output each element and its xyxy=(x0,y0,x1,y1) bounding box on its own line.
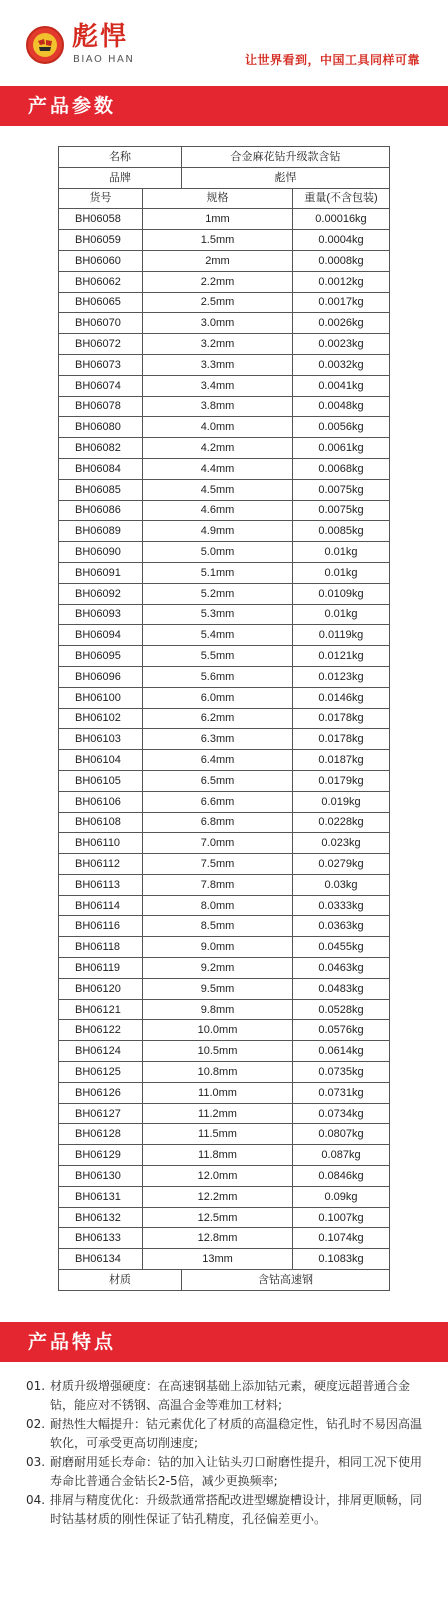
table-row xyxy=(59,1020,390,1041)
table-row xyxy=(59,916,390,937)
table-row xyxy=(59,1166,390,1187)
cell-spec: 6.3mm xyxy=(143,729,293,750)
cell-weight: 0.1074kg xyxy=(293,1228,390,1249)
brand-label: 品牌 xyxy=(59,167,182,188)
cell-spec: 11.5mm xyxy=(143,1124,293,1145)
cell-code: BH06126 xyxy=(59,1082,143,1103)
cell-weight: 0.0187kg xyxy=(293,750,390,771)
table-row xyxy=(59,854,390,875)
cell-code: BH06080 xyxy=(59,417,143,438)
cell-code: BH06078 xyxy=(59,396,143,417)
table-row xyxy=(59,750,390,771)
table-row xyxy=(59,999,390,1020)
cell-code: BH06090 xyxy=(59,542,143,563)
brand-name-cn: 彪悍 xyxy=(72,22,129,52)
cell-weight: 0.0026kg xyxy=(293,313,390,334)
cell-spec: 12.0mm xyxy=(143,1166,293,1187)
cell-code: BH06092 xyxy=(59,583,143,604)
brand-logo-icon xyxy=(26,26,64,64)
cell-spec: 10.0mm xyxy=(143,1020,293,1041)
cell-weight: 0.0178kg xyxy=(293,729,390,750)
feature-number: 02. xyxy=(26,1417,46,1431)
cell-spec: 9.0mm xyxy=(143,937,293,958)
feature-number: 04. xyxy=(26,1493,46,1507)
table-row xyxy=(59,978,390,999)
name-value: 合金麻花钻升级款含钻 xyxy=(182,147,390,168)
cell-weight: 0.03kg xyxy=(293,874,390,895)
cell-spec: 6.6mm xyxy=(143,791,293,812)
cell-code: BH06120 xyxy=(59,978,143,999)
table-row xyxy=(59,729,390,750)
table-row xyxy=(59,1082,390,1103)
features-section-title: 产品特点 xyxy=(28,1331,117,1353)
cell-weight: 0.0032kg xyxy=(293,354,390,375)
cell-weight: 0.0075kg xyxy=(293,500,390,521)
params-section-title: 产品参数 xyxy=(28,95,117,117)
cell-code: BH06122 xyxy=(59,1020,143,1041)
cell-spec: 4.6mm xyxy=(143,500,293,521)
cell-code: BH06070 xyxy=(59,313,143,334)
cell-weight: 0.0119kg xyxy=(293,625,390,646)
cell-code: BH06093 xyxy=(59,604,143,625)
table-row xyxy=(59,708,390,729)
feature-item xyxy=(26,1453,426,1491)
cell-spec: 9.2mm xyxy=(143,958,293,979)
cell-weight: 0.0056kg xyxy=(293,417,390,438)
feature-number: 01. xyxy=(26,1379,46,1393)
cell-weight: 0.01kg xyxy=(293,542,390,563)
table-row-material xyxy=(59,1270,390,1291)
cell-code: BH06082 xyxy=(59,438,143,459)
table-row xyxy=(59,687,390,708)
table-row xyxy=(59,958,390,979)
cell-weight: 0.0023kg xyxy=(293,334,390,355)
table-row xyxy=(59,625,390,646)
cell-spec: 6.4mm xyxy=(143,750,293,771)
cell-code: BH06100 xyxy=(59,687,143,708)
cell-spec: 7.8mm xyxy=(143,874,293,895)
feature-text: 排屑与精度优化：升级款通常搭配改进型螺旋槽设计，排屑更顺畅，同时钴基材质的刚性保证了钻孔精度，孔径偏差更小。 xyxy=(50,1493,423,1526)
cell-code: BH06065 xyxy=(59,292,143,313)
cell-spec: 11.8mm xyxy=(143,1145,293,1166)
table-row xyxy=(59,230,390,251)
table-row xyxy=(59,666,390,687)
table-row xyxy=(59,1103,390,1124)
material-label: 材质 xyxy=(59,1270,182,1291)
params-section-bar xyxy=(0,86,448,126)
features-section-bar xyxy=(0,1322,448,1362)
table-row xyxy=(59,1207,390,1228)
cell-spec: 9.8mm xyxy=(143,999,293,1020)
cell-code: BH06116 xyxy=(59,916,143,937)
cell-spec: 3.2mm xyxy=(143,334,293,355)
cell-weight: 0.1007kg xyxy=(293,1207,390,1228)
table-row xyxy=(59,354,390,375)
feature-item xyxy=(26,1415,426,1453)
cell-code: BH06113 xyxy=(59,874,143,895)
cell-weight: 0.0146kg xyxy=(293,687,390,708)
cell-code: BH06106 xyxy=(59,791,143,812)
cell-code: BH06074 xyxy=(59,375,143,396)
table-row-brand xyxy=(59,167,390,188)
logo-emblem xyxy=(33,33,57,57)
table-row xyxy=(59,1145,390,1166)
table-row xyxy=(59,292,390,313)
table-row xyxy=(59,458,390,479)
cell-weight: 0.0528kg xyxy=(293,999,390,1020)
table-row xyxy=(59,1062,390,1083)
cell-spec: 6.0mm xyxy=(143,687,293,708)
cell-spec: 5.3mm xyxy=(143,604,293,625)
cell-spec: 4.9mm xyxy=(143,521,293,542)
table-row xyxy=(59,375,390,396)
cell-spec: 9.5mm xyxy=(143,978,293,999)
cell-code: BH06118 xyxy=(59,937,143,958)
table-row xyxy=(59,583,390,604)
cell-weight: 0.0735kg xyxy=(293,1062,390,1083)
cell-weight: 0.0178kg xyxy=(293,708,390,729)
table-row xyxy=(59,1186,390,1207)
table-row xyxy=(59,271,390,292)
cell-weight: 0.0068kg xyxy=(293,458,390,479)
cell-spec: 3.3mm xyxy=(143,354,293,375)
cell-weight: 0.0123kg xyxy=(293,666,390,687)
cell-spec: 12.2mm xyxy=(143,1186,293,1207)
table-row xyxy=(59,646,390,667)
cell-spec: 5.1mm xyxy=(143,562,293,583)
cell-spec: 3.4mm xyxy=(143,375,293,396)
cell-weight: 0.023kg xyxy=(293,833,390,854)
cell-weight: 0.0075kg xyxy=(293,479,390,500)
cell-code: BH06119 xyxy=(59,958,143,979)
cell-weight: 0.0004kg xyxy=(293,230,390,251)
cell-weight: 0.1083kg xyxy=(293,1249,390,1270)
cell-spec: 8.0mm xyxy=(143,895,293,916)
cell-code: BH06104 xyxy=(59,750,143,771)
cell-spec: 5.5mm xyxy=(143,646,293,667)
cell-weight: 0.0734kg xyxy=(293,1103,390,1124)
brand-slogan: 让世界看到，中国工具同样可靠 xyxy=(244,53,420,67)
table-header-row xyxy=(59,188,390,209)
cell-spec: 4.4mm xyxy=(143,458,293,479)
cell-code: BH06086 xyxy=(59,500,143,521)
cell-spec: 5.4mm xyxy=(143,625,293,646)
table-row xyxy=(59,1249,390,1270)
table-row xyxy=(59,542,390,563)
table-row xyxy=(59,417,390,438)
cell-code: BH06105 xyxy=(59,770,143,791)
cell-weight: 0.0017kg xyxy=(293,292,390,313)
cell-spec: 5.0mm xyxy=(143,542,293,563)
cell-code: BH06134 xyxy=(59,1249,143,1270)
material-value: 含钴高速钢 xyxy=(182,1270,390,1291)
cell-weight: 0.0179kg xyxy=(293,770,390,791)
table-row xyxy=(59,562,390,583)
col-header-weight: 重量(不含包装) xyxy=(293,188,390,209)
feature-number: 03. xyxy=(26,1455,46,1469)
feature-item xyxy=(26,1377,426,1415)
feature-item xyxy=(26,1491,426,1529)
cell-spec: 10.8mm xyxy=(143,1062,293,1083)
cell-code: BH06132 xyxy=(59,1207,143,1228)
cell-code: BH06102 xyxy=(59,708,143,729)
feature-text: 耐热性大幅提升：钴元素优化了材质的高温稳定性，钻孔时不易因高温软化，可承受更高切削速度; xyxy=(50,1417,423,1450)
cell-spec: 7.5mm xyxy=(143,854,293,875)
cell-code: BH06124 xyxy=(59,1041,143,1062)
cell-weight: 0.0731kg xyxy=(293,1082,390,1103)
cell-weight: 0.0807kg xyxy=(293,1124,390,1145)
cell-spec: 3.8mm xyxy=(143,396,293,417)
cell-weight: 0.0483kg xyxy=(293,978,390,999)
cell-code: BH06130 xyxy=(59,1166,143,1187)
table-row xyxy=(59,500,390,521)
col-header-code: 货号 xyxy=(59,188,143,209)
cell-code: BH06095 xyxy=(59,646,143,667)
cell-weight: 0.0333kg xyxy=(293,895,390,916)
cell-spec: 6.5mm xyxy=(143,770,293,791)
table-row xyxy=(59,521,390,542)
logo-glyph-icon xyxy=(36,37,54,53)
table-row xyxy=(59,833,390,854)
cell-spec: 2.5mm xyxy=(143,292,293,313)
cell-weight: 0.0614kg xyxy=(293,1041,390,1062)
cell-weight: 0.01kg xyxy=(293,604,390,625)
cell-weight: 0.0041kg xyxy=(293,375,390,396)
cell-spec: 2mm xyxy=(143,250,293,271)
cell-weight: 0.01kg xyxy=(293,562,390,583)
cell-code: BH06058 xyxy=(59,209,143,230)
cell-weight: 0.00016kg xyxy=(293,209,390,230)
cell-spec: 12.8mm xyxy=(143,1228,293,1249)
col-header-spec: 规格 xyxy=(143,188,293,209)
spec-table xyxy=(58,146,390,1291)
feature-text: 材质升级增强硬度：在高速钢基础上添加钴元素，硬度远超普通合金钻，能应对不锈钢、高温合金等难加工材料; xyxy=(50,1379,411,1412)
cell-weight: 0.0061kg xyxy=(293,438,390,459)
cell-code: BH06110 xyxy=(59,833,143,854)
cell-weight: 0.0228kg xyxy=(293,812,390,833)
cell-spec: 4.2mm xyxy=(143,438,293,459)
cell-spec: 11.0mm xyxy=(143,1082,293,1103)
cell-spec: 1mm xyxy=(143,209,293,230)
cell-weight: 0.0363kg xyxy=(293,916,390,937)
name-label: 名称 xyxy=(59,147,182,168)
table-row xyxy=(59,791,390,812)
table-row xyxy=(59,812,390,833)
brand-header xyxy=(0,0,448,86)
table-row xyxy=(59,770,390,791)
cell-weight: 0.0012kg xyxy=(293,271,390,292)
cell-weight: 0.09kg xyxy=(293,1186,390,1207)
cell-code: BH06103 xyxy=(59,729,143,750)
cell-code: BH06094 xyxy=(59,625,143,646)
table-row xyxy=(59,250,390,271)
cell-code: BH06127 xyxy=(59,1103,143,1124)
cell-code: BH06089 xyxy=(59,521,143,542)
cell-spec: 5.2mm xyxy=(143,583,293,604)
cell-weight: 0.0008kg xyxy=(293,250,390,271)
cell-code: BH06121 xyxy=(59,999,143,1020)
table-row xyxy=(59,895,390,916)
cell-weight: 0.0279kg xyxy=(293,854,390,875)
table-row xyxy=(59,1124,390,1145)
table-row xyxy=(59,396,390,417)
cell-code: BH06072 xyxy=(59,334,143,355)
table-row xyxy=(59,209,390,230)
cell-spec: 11.2mm xyxy=(143,1103,293,1124)
cell-weight: 0.019kg xyxy=(293,791,390,812)
cell-weight: 0.0085kg xyxy=(293,521,390,542)
cell-spec: 10.5mm xyxy=(143,1041,293,1062)
cell-weight: 0.0576kg xyxy=(293,1020,390,1041)
cell-code: BH06108 xyxy=(59,812,143,833)
cell-code: BH06133 xyxy=(59,1228,143,1249)
cell-code: BH06062 xyxy=(59,271,143,292)
table-row xyxy=(59,937,390,958)
features-list xyxy=(26,1377,426,1529)
table-row xyxy=(59,604,390,625)
cell-weight: 0.087kg xyxy=(293,1145,390,1166)
cell-weight: 0.0048kg xyxy=(293,396,390,417)
table-row xyxy=(59,334,390,355)
cell-spec: 2.2mm xyxy=(143,271,293,292)
cell-code: BH06073 xyxy=(59,354,143,375)
cell-code: BH06084 xyxy=(59,458,143,479)
cell-spec: 12.5mm xyxy=(143,1207,293,1228)
cell-code: BH06129 xyxy=(59,1145,143,1166)
cell-code: BH06128 xyxy=(59,1124,143,1145)
table-row-name xyxy=(59,147,390,168)
cell-weight: 0.0455kg xyxy=(293,937,390,958)
cell-spec: 6.2mm xyxy=(143,708,293,729)
cell-code: BH06059 xyxy=(59,230,143,251)
table-row xyxy=(59,313,390,334)
brand-name-en: BIAO HAN xyxy=(73,54,135,65)
cell-weight: 0.0846kg xyxy=(293,1166,390,1187)
table-row xyxy=(59,1228,390,1249)
cell-weight: 0.0121kg xyxy=(293,646,390,667)
cell-code: BH06085 xyxy=(59,479,143,500)
cell-code: BH06060 xyxy=(59,250,143,271)
cell-spec: 1.5mm xyxy=(143,230,293,251)
cell-spec: 3.0mm xyxy=(143,313,293,334)
cell-spec: 13mm xyxy=(143,1249,293,1270)
cell-spec: 4.5mm xyxy=(143,479,293,500)
cell-code: BH06096 xyxy=(59,666,143,687)
table-row xyxy=(59,874,390,895)
cell-spec: 7.0mm xyxy=(143,833,293,854)
cell-code: BH06091 xyxy=(59,562,143,583)
cell-code: BH06131 xyxy=(59,1186,143,1207)
cell-weight: 0.0463kg xyxy=(293,958,390,979)
cell-code: BH06114 xyxy=(59,895,143,916)
table-row xyxy=(59,438,390,459)
cell-code: BH06112 xyxy=(59,854,143,875)
cell-spec: 4.0mm xyxy=(143,417,293,438)
table-row xyxy=(59,479,390,500)
feature-text: 耐磨耐用延长寿命：钴的加入让钻头刃口耐磨性提升，相同工况下使用寿命比普通合金钻长2-5倍，减少更换频率; xyxy=(50,1455,423,1488)
cell-spec: 8.5mm xyxy=(143,916,293,937)
cell-spec: 5.6mm xyxy=(143,666,293,687)
table-row xyxy=(59,1041,390,1062)
brand-value: 彪悍 xyxy=(182,167,390,188)
cell-spec: 6.8mm xyxy=(143,812,293,833)
cell-weight: 0.0109kg xyxy=(293,583,390,604)
cell-code: BH06125 xyxy=(59,1062,143,1083)
